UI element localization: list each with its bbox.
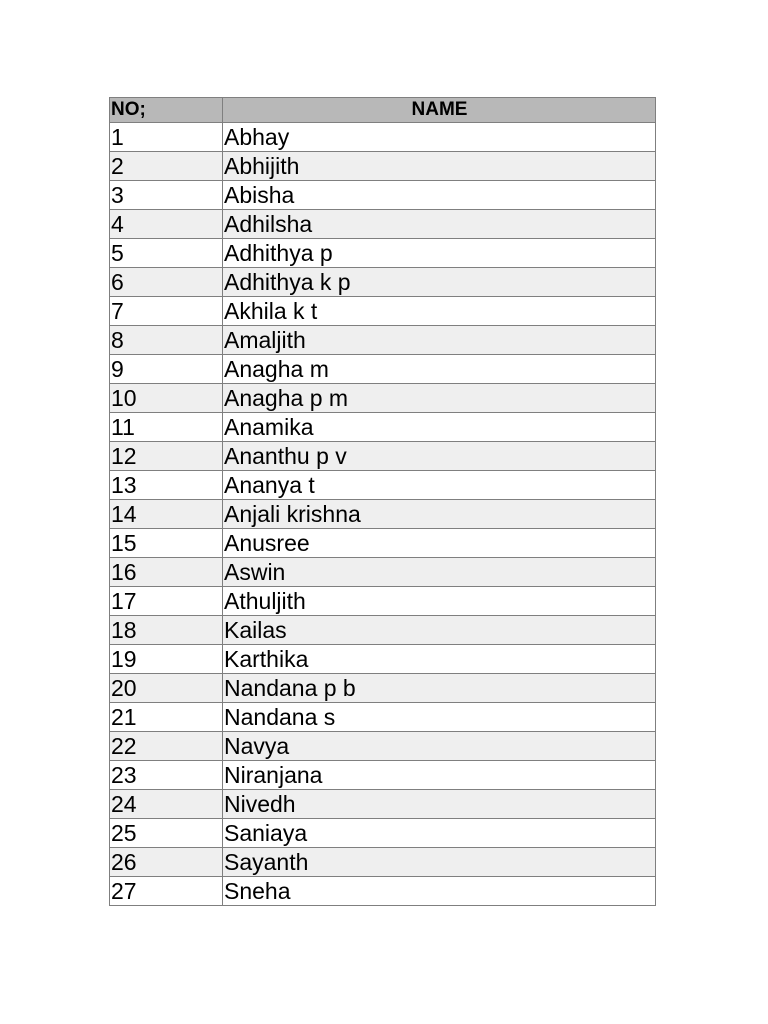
student-name-cell: Nivedh — [223, 790, 656, 819]
table-row — [110, 645, 656, 674]
row-number-cell: 23 — [110, 761, 223, 790]
row-number-cell: 25 — [110, 819, 223, 848]
table-row — [110, 268, 656, 297]
row-number-cell: 12 — [110, 442, 223, 471]
row-number-cell: 7 — [110, 297, 223, 326]
table-row — [110, 790, 656, 819]
student-name-cell: Kailas — [223, 616, 656, 645]
table-row — [110, 616, 656, 645]
table-row — [110, 848, 656, 877]
student-name-cell: Anjali krishna — [223, 500, 656, 529]
column-header-name: NAME — [223, 98, 656, 123]
row-number-cell: 19 — [110, 645, 223, 674]
table-row — [110, 732, 656, 761]
student-name-cell: Ananthu p v — [223, 442, 656, 471]
table-body — [110, 123, 656, 906]
table-row — [110, 819, 656, 848]
table-row — [110, 558, 656, 587]
row-number-cell: 17 — [110, 587, 223, 616]
table-row — [110, 529, 656, 558]
student-name-cell: Navya — [223, 732, 656, 761]
student-name-cell: Adhilsha — [223, 210, 656, 239]
table-row — [110, 355, 656, 384]
row-number-cell: 3 — [110, 181, 223, 210]
table-row — [110, 181, 656, 210]
header-row — [110, 98, 656, 123]
row-number-cell: 18 — [110, 616, 223, 645]
row-number-cell: 15 — [110, 529, 223, 558]
table-row — [110, 703, 656, 732]
row-number-cell: 10 — [110, 384, 223, 413]
student-name-cell: Amaljith — [223, 326, 656, 355]
row-number-cell: 26 — [110, 848, 223, 877]
row-number-cell: 4 — [110, 210, 223, 239]
table-row — [110, 761, 656, 790]
row-number-cell: 5 — [110, 239, 223, 268]
row-number-cell: 1 — [110, 123, 223, 152]
student-name-cell: Athuljith — [223, 587, 656, 616]
row-number-cell: 27 — [110, 877, 223, 906]
student-name-cell: Anusree — [223, 529, 656, 558]
student-name-cell: Anagha m — [223, 355, 656, 384]
student-name-cell: Niranjana — [223, 761, 656, 790]
student-name-cell: Abhay — [223, 123, 656, 152]
row-number-cell: 16 — [110, 558, 223, 587]
student-name-cell: Adhithya p — [223, 239, 656, 268]
row-number-cell: 20 — [110, 674, 223, 703]
table-row — [110, 471, 656, 500]
student-name-cell: Karthika — [223, 645, 656, 674]
table-row — [110, 326, 656, 355]
student-name-cell: Adhithya k p — [223, 268, 656, 297]
student-name-cell: Aswin — [223, 558, 656, 587]
student-name-cell: Akhila k t — [223, 297, 656, 326]
table-row — [110, 413, 656, 442]
table-row — [110, 210, 656, 239]
student-list-table — [109, 97, 656, 906]
student-name-cell: Anamika — [223, 413, 656, 442]
table-row — [110, 384, 656, 413]
row-number-cell: 2 — [110, 152, 223, 181]
table-row — [110, 239, 656, 268]
column-header-no: NO; — [110, 98, 223, 123]
row-number-cell: 9 — [110, 355, 223, 384]
student-name-cell: Anagha p m — [223, 384, 656, 413]
table-row — [110, 123, 656, 152]
table-row — [110, 674, 656, 703]
student-name-cell: Sayanth — [223, 848, 656, 877]
row-number-cell: 8 — [110, 326, 223, 355]
student-name-cell: Abisha — [223, 181, 656, 210]
student-name-cell: Nandana s — [223, 703, 656, 732]
student-name-cell: Nandana p b — [223, 674, 656, 703]
student-name-cell: Ananya t — [223, 471, 656, 500]
row-number-cell: 21 — [110, 703, 223, 732]
student-name-cell: Saniaya — [223, 819, 656, 848]
table-row — [110, 297, 656, 326]
row-number-cell: 13 — [110, 471, 223, 500]
row-number-cell: 14 — [110, 500, 223, 529]
row-number-cell: 11 — [110, 413, 223, 442]
table-row — [110, 587, 656, 616]
table-header — [110, 98, 656, 123]
table-row — [110, 500, 656, 529]
row-number-cell: 24 — [110, 790, 223, 819]
row-number-cell: 6 — [110, 268, 223, 297]
student-name-cell: Abhijith — [223, 152, 656, 181]
table-row — [110, 152, 656, 181]
row-number-cell: 22 — [110, 732, 223, 761]
table-row — [110, 442, 656, 471]
student-name-cell: Sneha — [223, 877, 656, 906]
table-row — [110, 877, 656, 906]
